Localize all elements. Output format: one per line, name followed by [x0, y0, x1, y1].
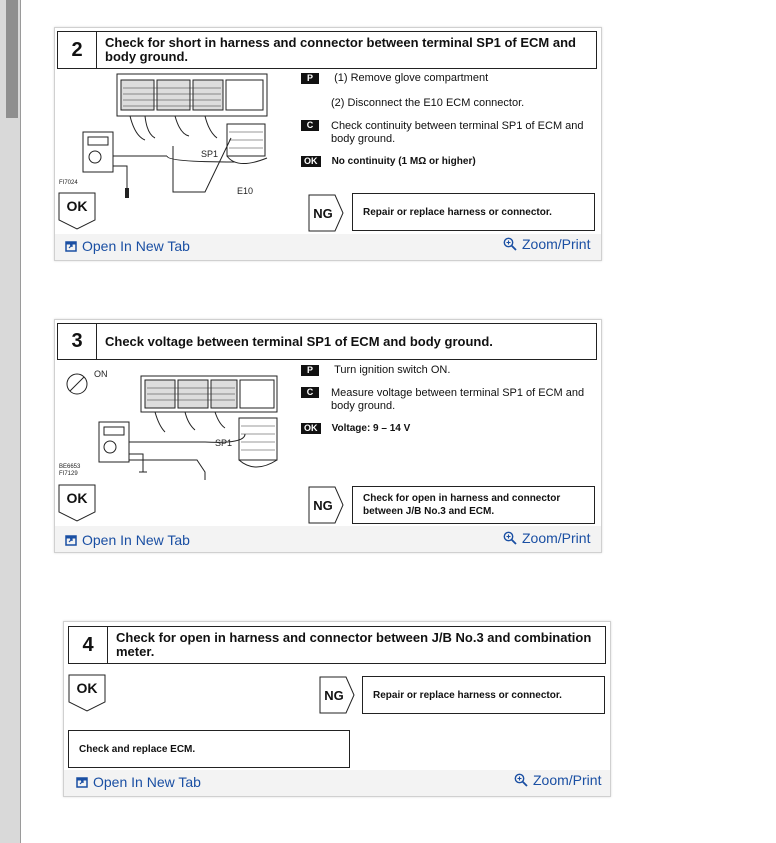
open-new-tab-icon — [65, 534, 77, 546]
step-text: No continuity (1 MΩ or higher) — [331, 156, 476, 167]
step-header — [68, 626, 606, 664]
tag-p: P — [301, 73, 319, 84]
ng-action-box: Repair or replace harness or connector. — [362, 676, 605, 714]
step-number: 2 — [58, 32, 97, 68]
diagram-figure-4[interactable] — [64, 622, 610, 770]
step-item — [301, 72, 591, 85]
zoom-print-link[interactable] — [503, 530, 590, 546]
figure-code-1: BE6653 — [59, 464, 81, 470]
step-text: Voltage: 9 – 14 V — [331, 423, 411, 434]
left-sidebar — [0, 0, 21, 843]
ng-label: NG — [313, 497, 333, 513]
step-item — [331, 97, 591, 110]
ok-branch — [58, 484, 96, 522]
ng-action-box: Check for open in harness and connector between J/B No.3 and ECM. — [352, 486, 595, 524]
zoom-icon — [514, 773, 528, 787]
step-text: Turn ignition switch ON. — [334, 364, 451, 376]
step-header — [57, 323, 597, 360]
open-new-tab-icon — [76, 776, 88, 788]
tag-ok: OK — [301, 156, 321, 167]
step-item — [301, 155, 591, 168]
diagnostic-card-2 — [54, 27, 602, 261]
ecm-voltage-diagram — [55, 362, 300, 492]
figure-code: FI7024 — [59, 180, 78, 186]
ok-label: OK — [66, 490, 88, 506]
open-in-new-tab-link[interactable] — [65, 238, 190, 254]
tag-p: P — [301, 365, 319, 376]
ng-label: NG — [313, 205, 333, 221]
open-in-new-tab-link[interactable] — [76, 774, 201, 790]
ok-label: OK — [66, 198, 88, 214]
step-number: 4 — [69, 627, 108, 663]
zoom-print-label: Zoom/Print — [533, 772, 602, 788]
diagram-label-connector: E10 — [237, 186, 254, 196]
diagram-figure-2[interactable] — [55, 28, 601, 234]
ok-action-box: Check and replace ECM. — [68, 730, 350, 768]
ng-action-box: Repair or replace harness or connector. — [352, 193, 595, 231]
zoom-print-link[interactable] — [503, 236, 590, 252]
diagram-label-sp1: SP1 — [201, 149, 219, 159]
tag-c: C — [301, 387, 319, 398]
diagnostic-card-3 — [54, 319, 602, 553]
figure-code-2: FI7129 — [59, 471, 78, 477]
tag-c: C — [301, 120, 319, 131]
diagnostic-card-4 — [63, 621, 611, 797]
diagram-figure-3[interactable] — [55, 320, 601, 526]
step-text: (2) Disconnect the E10 ECM connector. — [331, 97, 525, 109]
step-item — [301, 364, 591, 377]
step-text: Check continuity between terminal SP1 of ECM and body ground. — [331, 120, 584, 145]
open-in-new-tab-link[interactable] — [65, 532, 190, 548]
step-text: (1) Remove glove compartment — [334, 72, 489, 84]
step-title: Check voltage between terminal SP1 of ECM and body ground. — [105, 333, 493, 349]
open-in-new-tab-label: Open In New Tab — [93, 774, 201, 790]
zoom-print-label: Zoom/Print — [522, 236, 591, 252]
zoom-print-label: Zoom/Print — [522, 530, 591, 546]
ng-label: NG — [324, 687, 344, 703]
zoom-icon — [503, 531, 517, 545]
step-text: Measure voltage between terminal SP1 of ECM and body ground. — [331, 387, 585, 412]
diagram-label-ignition: ON — [94, 369, 108, 379]
ecm-continuity-diagram — [55, 70, 300, 200]
step-number: 3 — [58, 324, 97, 359]
step-title: Check for short in harness and connector between terminal SP1 of ECM and body ground. — [105, 35, 576, 64]
scrollbar-thumb[interactable] — [6, 0, 18, 118]
ng-branch — [308, 194, 344, 232]
diagram-label-sp1: SP1 — [215, 438, 233, 448]
open-in-new-tab-label: Open In New Tab — [82, 238, 190, 254]
ng-branch — [319, 676, 355, 714]
open-new-tab-icon — [65, 240, 77, 252]
ok-branch — [68, 674, 106, 712]
step-header — [57, 31, 597, 69]
zoom-print-link[interactable] — [514, 772, 601, 788]
step-item — [301, 120, 591, 146]
step-title: Check for open in harness and connector between J/B No.3 and combination meter. — [116, 630, 592, 659]
ok-branch — [58, 192, 96, 230]
figure-code — [59, 464, 80, 478]
open-in-new-tab-label: Open In New Tab — [82, 532, 190, 548]
tag-ok: OK — [301, 423, 321, 434]
step-item — [301, 422, 591, 435]
ok-label: OK — [76, 680, 98, 696]
ng-branch — [308, 486, 344, 524]
step-item — [301, 387, 591, 413]
zoom-icon — [503, 237, 517, 251]
